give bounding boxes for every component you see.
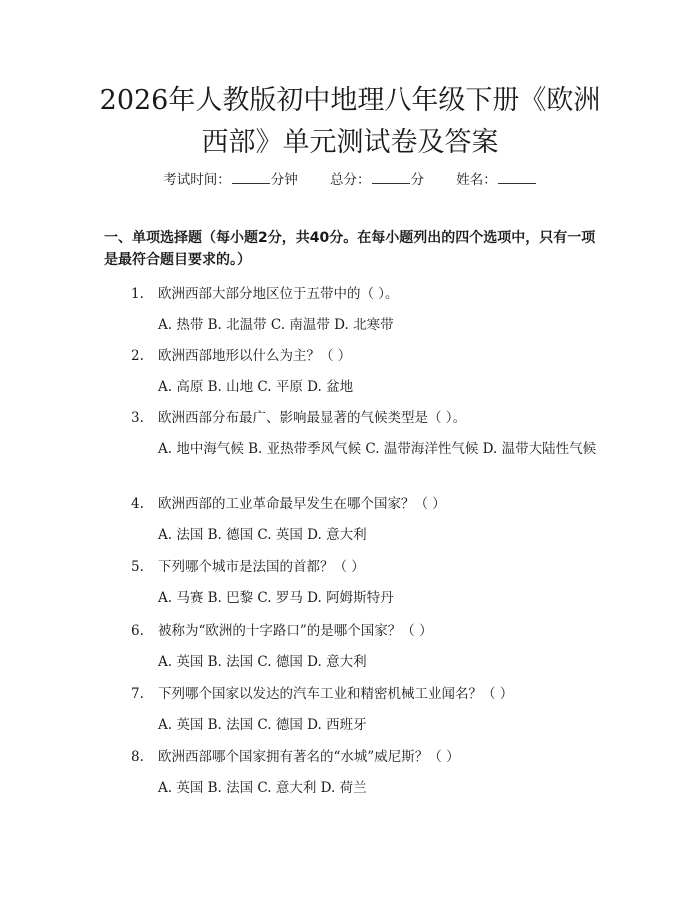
question-options: A. 英国 B. 法国 C. 德国 D. 意大利 [158,654,367,670]
question-stem: 欧洲西部大部分地区位于五带中的（ ）。 [158,286,399,302]
exam-time-label: 考试时间： [163,172,231,188]
question-stem: 欧洲西部地形以什么为主？（ ） [158,348,352,364]
score-blank[interactable] [372,171,410,184]
exam-time-field [163,168,298,188]
exam-time-blank[interactable] [232,171,270,184]
exam-time-unit: 分钟 [270,172,298,188]
question-options: A. 马赛 B. 巴黎 C. 罗马 D. 阿姆斯特丹 [158,590,394,606]
question-options: A. 地中海气候 B. 亚热带季风气候 C. 温带海洋性气候 D. 温带大陆性气候 [158,441,597,457]
question-number: 3. [131,410,144,426]
name-label: 姓名： [456,172,497,188]
name-field [456,168,537,188]
question-number: 5. [131,559,144,575]
name-blank[interactable] [498,171,536,184]
question-options: A. 高原 B. 山地 C. 平原 D. 盆地 [158,379,354,395]
question-number: 8. [131,749,144,765]
question-number: 6. [131,623,144,639]
question-stem: 欧洲西部的工业革命最早发生在哪个国家？（ ） [158,496,446,512]
question-stem: 欧洲西部哪个国家拥有著名的“水城”威尼斯？（ ） [158,749,460,765]
question-options: A. 英国 B. 法国 C. 德国 D. 西班牙 [158,717,367,733]
question-stem: 下列哪个城市是法国的首都？（ ） [158,559,365,575]
exam-meta [0,168,700,188]
question-options: A. 热带 B. 北温带 C. 南温带 D. 北寒带 [158,317,394,333]
score-label: 总分： [330,172,371,188]
section-title: 一、单项选择题（每小题2分，共40分。在每小题列出的四个选项中，只有一项是最符合题目要求的。） [104,230,596,268]
question-stem: 欧洲西部分布最广、影响最显著的气候类型是（ ）。 [158,410,467,426]
question-number: 1. [131,286,144,302]
score-field [330,168,424,188]
score-unit: 分 [410,172,424,188]
question-number: 7. [131,686,144,702]
question-options: A. 英国 B. 法国 C. 意大利 D. 荷兰 [158,780,367,796]
question-number: 4. [131,496,144,512]
question-number: 2. [131,348,144,364]
question-stem: 被称为“欧洲的十字路口”的是哪个国家？（ ） [158,623,433,639]
question-stem: 下列哪个国家以发达的汽车工业和精密机械工业闻名？（ ） [158,686,514,702]
question-options: A. 法国 B. 德国 C. 英国 D. 意大利 [158,527,367,543]
page-title: 2026年人教版初中地理八年级下册《欧洲西部》单元测试卷及答案 [99,85,601,158]
